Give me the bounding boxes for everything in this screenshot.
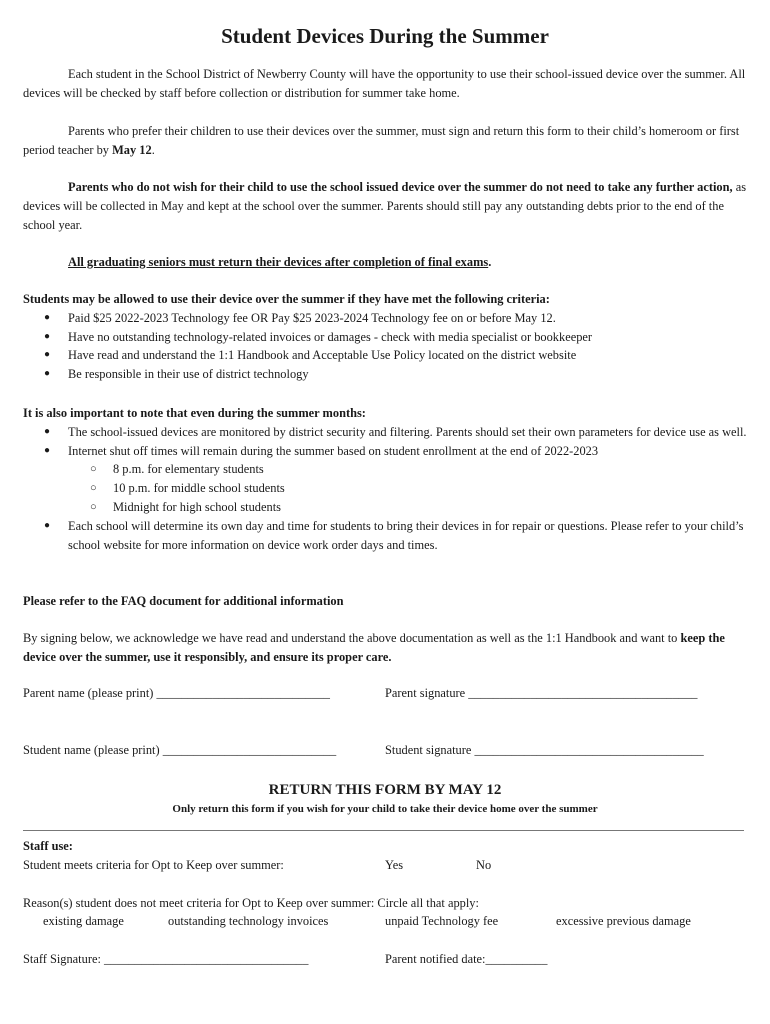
summer-notes-section [23,404,748,554]
criteria-section [23,290,748,384]
list-item: ● Have no outstanding technology-related invoices or damages - check with media specialist or bookkeeper [23,328,748,347]
list-item: ○ 10 p.m. for middle school students [68,479,748,498]
deadline-date: May 12 [112,142,152,157]
reasons-label: Reason(s) student does not meet criteria for Opt to Keep over summer: Circle all that apply: [23,896,479,910]
student-name-field[interactable]: Student name (please print) ____________________________ [23,743,337,757]
notes-heading: It is also important to note that even during the summer months: [23,406,366,420]
list-item: ● Have read and understand the 1:1 Handbook and Acceptable Use Policy located on the district website [23,346,748,365]
sign-return-paragraph: Parents who prefer their children to use their devices over the summer, must sign and return this form to their child’s homeroom or first period teacher by May 12. [23,124,740,157]
staff-use-heading: Staff use: [23,839,73,853]
criteria-check-label: Student meets criteria for Opt to Keep over summer: [23,858,284,872]
seniors-notice: All graduating seniors must return their devices after completion of final exams. [68,255,492,269]
student-signature-field[interactable]: Student signature _____________________________________ [385,743,704,757]
reason-existing-damage[interactable]: existing damage [43,914,124,928]
yes-option[interactable]: Yes [385,858,404,872]
list-item: ● Be responsible in their use of district technology [23,365,748,384]
reason-unpaid-fee[interactable]: unpaid Technology fee [385,914,499,928]
parent-notified-date-field[interactable]: Parent notified date:__________ [385,952,548,966]
parent-name-field[interactable]: Parent name (please print) ____________________________ [23,686,330,700]
list-item: ● Internet shut off times will remain during the summer based on student enrollment at the end of 2022-2023 ○ 8 p.m. for elementary students ○ 10 p.m. for middle school students ○ Midnight for high school students [23,442,748,517]
list-item: ○ 8 p.m. for elementary students [68,460,748,479]
staff-signature-field[interactable]: Staff Signature: _________________________________ [23,952,309,966]
reason-excessive-damage[interactable]: excessive previous damage [556,914,691,928]
no-action-paragraph: Parents who do not wish for their child to use the school issued device over the summer do not need to take any further action, as devices will be collected in May and kept at the school over the summer. Parents should still pay any outstanding debts prior to the end of the school year. [23,180,747,232]
no-option[interactable]: No [476,858,492,872]
criteria-heading: Students may be allowed to use their device over the summer if they have met the following criteria: [23,292,550,306]
return-subheading: Only return this form if you wish for your child to take their device home over the summer [172,803,598,815]
list-item: ● Paid $25 2022-2023 Technology fee OR Pay $25 2023-2024 Technology fee on or before May 12. [23,309,748,328]
list-item: ● Each school will determine its own day and time for students to bring their devices in for repair or questions. Please refer to your child’s school website for more information on device work order days and times. [23,517,748,555]
reason-outstanding-invoices[interactable]: outstanding technology invoices [168,914,329,928]
criteria-list [23,309,748,384]
acknowledgement-paragraph: By signing below, we acknowledge we have read and understand the above documentation as well as the 1:1 Handbook and want to keep the device over the summer, use it responsibly, and ensure its proper care. [23,631,725,664]
intro-paragraph: Each student in the School District of Newberry County will have the opportunity to use their school-issued device over the summer. All devices will be checked by staff before collection or distribution for summer take home. [23,67,746,100]
shutoff-times-list [68,460,748,516]
return-heading: RETURN THIS FORM BY MAY 12 [268,782,502,798]
notes-list [23,423,748,555]
list-item: ● The school-issued devices are monitored by district security and filtering. Parents should set their own parameters for device use as well. [23,423,748,442]
divider [23,830,744,831]
faq-note: Please refer to the FAQ document for additional information [23,594,344,608]
page-title: Student Devices During the Summer [221,24,549,48]
parent-signature-field[interactable]: Parent signature _____________________________________ [385,686,698,700]
list-item: ○ Midnight for high school students [68,498,748,517]
